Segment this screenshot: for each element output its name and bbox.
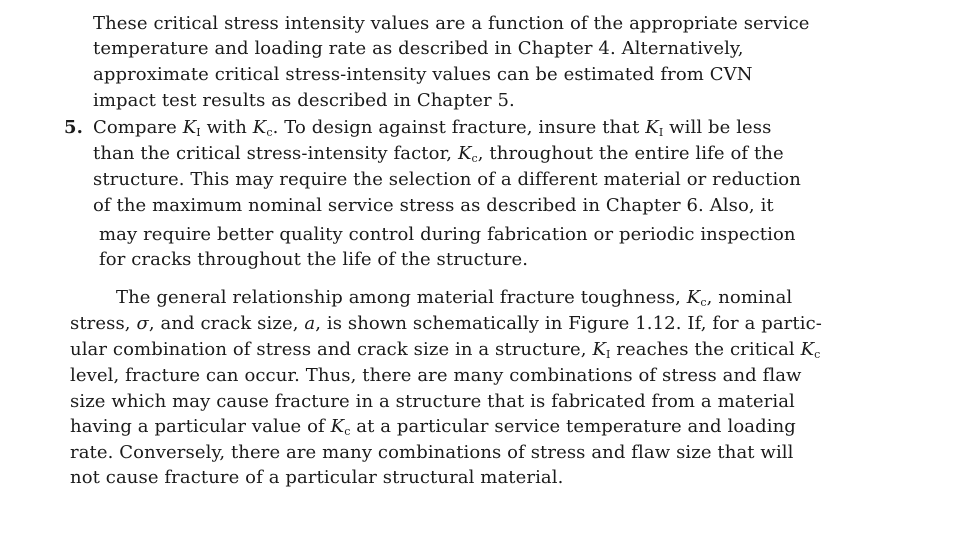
step5-line-3: structure. This may require the selection of a different material or reduction	[93, 169, 801, 190]
subscript: I	[196, 126, 201, 139]
k-symbol: K	[330, 416, 345, 437]
subscript: I	[658, 126, 664, 139]
step5-line-2	[93, 142, 784, 166]
text: stress,	[70, 313, 131, 334]
intro-line-4: impact test results as described in Chapter 5.	[93, 90, 515, 111]
step5-line-1	[93, 116, 771, 140]
subscript: c	[471, 152, 478, 165]
step5-line-4: of the maximum nominal service stress as described in Chapter 6. Also, it	[93, 195, 774, 216]
text: having a particular value of	[70, 416, 325, 437]
para2-line-3	[70, 338, 820, 362]
text: The general relationship among material fracture toughness,	[116, 287, 681, 308]
para2-line-7: rate. Conversely, there are many combinations of stress and flaw size that will	[70, 442, 794, 463]
text: , and crack size,	[148, 313, 299, 334]
intro-line-1: These critical stress intensity values are a function of the appropriate service	[93, 13, 810, 34]
subscript: c	[814, 348, 821, 361]
para2-line-1	[116, 286, 792, 310]
a-symbol: a	[304, 313, 316, 334]
step-number: 5.	[64, 117, 83, 138]
text: , is shown schematically in Figure 1.12. If, for a partic-	[315, 313, 822, 334]
k-symbol: K	[686, 287, 701, 308]
k-symbol: K	[252, 117, 267, 138]
k-symbol: K	[645, 117, 659, 138]
text: , throughout the entire life of the	[477, 143, 784, 164]
para2-line-8: not cause fracture of a particular structural material.	[70, 467, 564, 488]
sigma-symbol: σ	[136, 313, 149, 334]
k-symbol: K	[457, 143, 472, 164]
text: than the critical stress-intensity factor,	[93, 143, 453, 164]
intro-line-2: temperature and loading rate as described in Chapter 4. Alternatively,	[93, 38, 744, 59]
subscript: I	[606, 348, 611, 361]
text: with	[206, 117, 247, 138]
subscript: c	[700, 296, 707, 309]
intro-line-3: approximate critical stress-intensity values can be estimated from CVN	[93, 64, 753, 85]
text: Compare	[93, 117, 177, 138]
subscript: c	[344, 425, 351, 438]
text: . To design against fracture, insure that	[272, 117, 640, 138]
text: reaches the critical	[616, 339, 795, 360]
step5-line-6: for cracks throughout the life of the structure.	[99, 249, 529, 270]
text: , nominal	[706, 287, 793, 308]
k-symbol: K	[592, 339, 606, 360]
k-symbol: K	[800, 339, 815, 360]
text: at a particular service temperature and loading	[356, 416, 796, 437]
para2-line-5: size which may cause fracture in a structure that is fabricated from a material	[70, 391, 795, 412]
text: ular combination of stress and crack size in a structure,	[70, 339, 587, 360]
para2-line-6	[70, 415, 796, 439]
subscript: c	[266, 126, 273, 139]
text: will be less	[669, 117, 772, 138]
para2-line-4: level, fracture can occur. Thus, there are many combinations of stress and flaw	[70, 365, 802, 386]
para2-line-2	[70, 312, 822, 336]
step5-line-5: may require better quality control during fabrication or periodic inspection	[99, 224, 796, 245]
k-symbol: K	[182, 117, 197, 138]
